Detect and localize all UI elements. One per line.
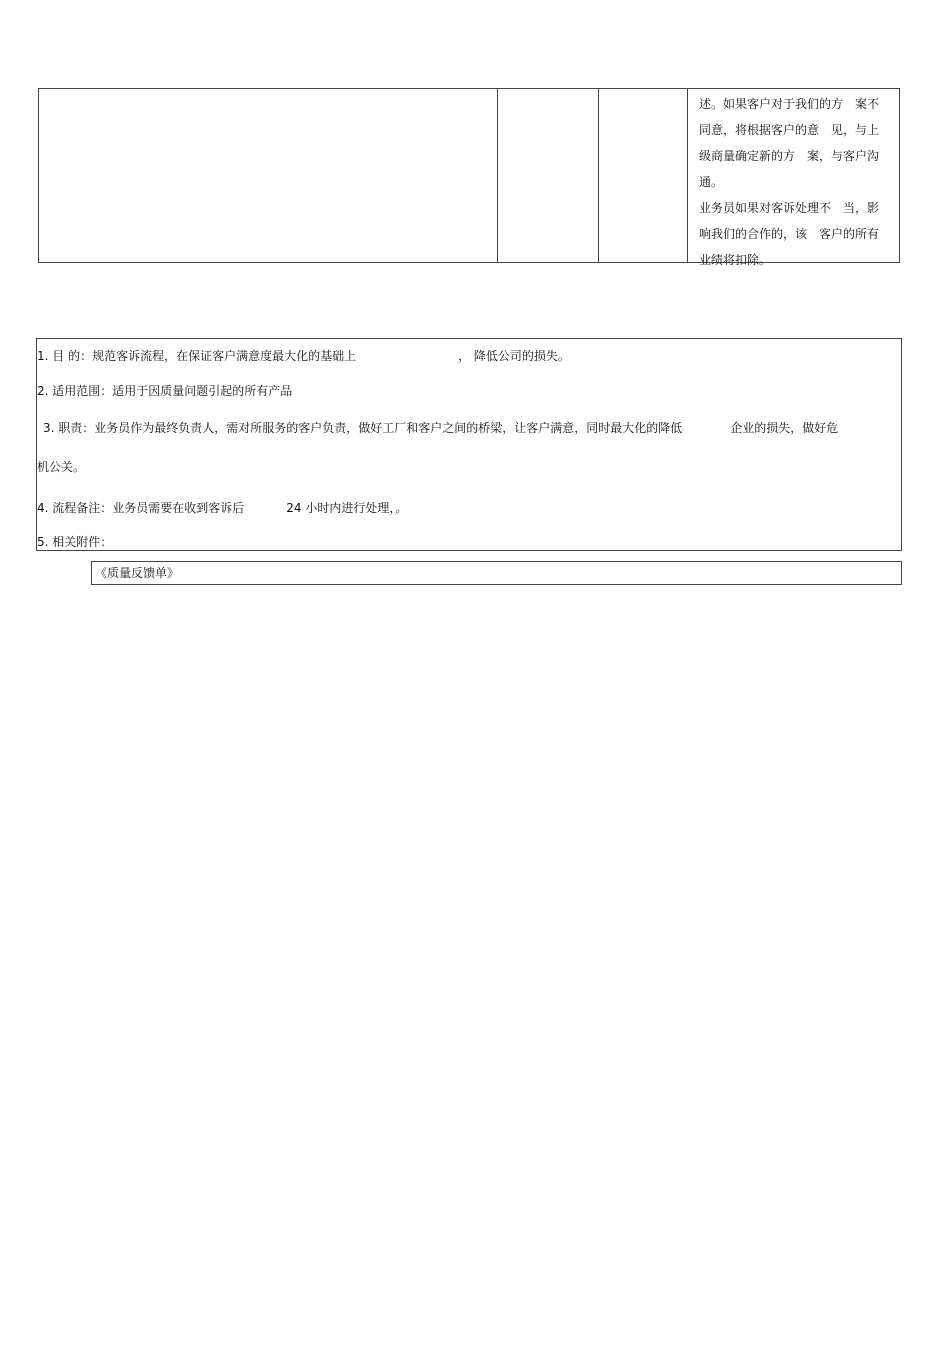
process-table bbox=[38, 88, 900, 267]
process-note-text-end: 24 小时内进行处理，。 bbox=[286, 501, 408, 515]
cell-line: 业务员如果对客诉处理不 当，影 bbox=[699, 201, 880, 215]
scope-line: 2. 适用范围：适用于因质量问题引起的所有产品 bbox=[37, 384, 293, 398]
cell-line: 通。 bbox=[699, 175, 724, 189]
responsibility-text: 3. 职责：业务员作为最终负责人，需对所服务的客户负责，做好工厂和客户之间的桥梁，让客户满意，同时最大化的降低 bbox=[43, 421, 683, 435]
responsibility-text-end: 企业的损失，做好危 bbox=[730, 421, 839, 435]
table-column-divider bbox=[598, 89, 599, 262]
table-column-divider bbox=[497, 89, 498, 262]
purpose-line bbox=[37, 347, 570, 364]
cell-line: 业绩将扣除。 bbox=[699, 253, 772, 267]
procedure-info-box bbox=[36, 338, 902, 551]
responsibility-line bbox=[43, 419, 838, 436]
purpose-text-end: ， 降低公司的损失。 bbox=[458, 349, 570, 363]
cell-line: 同意，将根据客户的意 见，与上 bbox=[699, 123, 880, 137]
responsibility-line-cont: 机公关。 bbox=[37, 460, 86, 474]
cell-line: 级商量确定新的方 案，与客户沟 bbox=[699, 149, 880, 163]
attachment-item: 《质量反馈单》 bbox=[91, 561, 902, 585]
process-note-text: 4. 流程备注：业务员需要在收到客诉后 bbox=[37, 501, 245, 515]
table-column-divider bbox=[687, 89, 688, 262]
process-note-line bbox=[37, 499, 407, 516]
cell-line: 述。如果客户对于我们的方 案不 bbox=[699, 97, 880, 111]
cell-line: 响我们的合作的，该 客户的所有 bbox=[699, 227, 880, 241]
table-cell-description bbox=[699, 91, 897, 273]
attachments-heading: 5. 相关附件： bbox=[37, 535, 113, 549]
purpose-text: 1. 目 的：规范客诉流程，在保证客户满意度最大化的基础上 bbox=[37, 349, 357, 363]
